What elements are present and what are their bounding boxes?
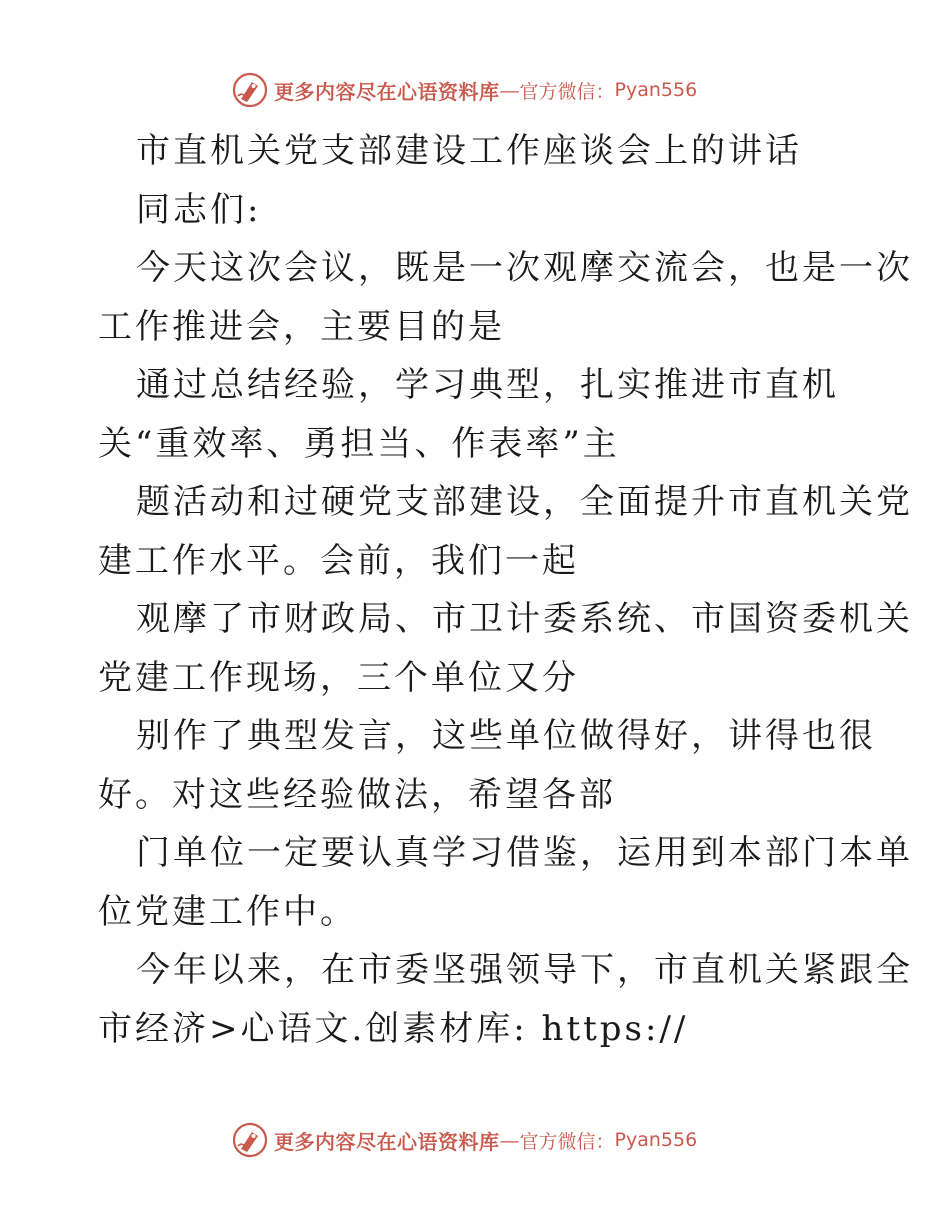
- text-line: 市经济>心语文.创素材库: https://: [98, 1008, 689, 1049]
- pen-nib-logo-icon: [232, 72, 268, 108]
- text-line: 同志们:: [136, 189, 262, 230]
- footer-banner-text: 更多内容尽在心语资料库: [274, 1129, 500, 1154]
- document-body: [98, 122, 913, 1058]
- text-line: 好。对这些经验做法，希望各部: [98, 774, 616, 815]
- header-banner-separator: —: [499, 78, 520, 102]
- footer-contact-label: 官方微信：: [519, 1130, 615, 1153]
- text-line: 观摩了市财政局、市卫计委系统、市国资委机关: [136, 599, 913, 639]
- header-banner: [232, 70, 697, 110]
- text-line: 关“重效率、勇担当、作表率”主: [98, 423, 620, 464]
- header-contact-label: 官方微信：: [519, 80, 615, 103]
- text-line: 题活动和过硬党支部建设，全面提升市直机关党: [136, 482, 913, 522]
- text-line: 位党建工作中。: [98, 891, 357, 932]
- footer-banner-separator: —: [499, 1128, 520, 1152]
- text-line: 别作了典型发言，这些单位做得好，讲得也很: [136, 716, 876, 756]
- document-title: 市直机关党支部建设工作座谈会上的讲话: [136, 131, 802, 171]
- text-line: 今年以来，在市委坚强领导下，市直机关紧跟全: [136, 950, 913, 990]
- text-line: 建工作水平。会前，我们一起: [98, 540, 579, 581]
- header-banner-text: 更多内容尽在心语资料库: [274, 79, 500, 104]
- text-line: 门单位一定要认真学习借鉴，运用到本部门本单: [136, 833, 913, 873]
- text-line: 工作推进会，主要目的是: [98, 306, 505, 347]
- footer-contact-id: Pyan556: [614, 1129, 698, 1151]
- text-line: 党建工作现场，三个单位又分: [98, 657, 579, 698]
- footer-banner: [232, 1120, 697, 1160]
- header-contact-id: Pyan556: [614, 79, 698, 101]
- text-line: 今天这次会议，既是一次观摩交流会，也是一次: [136, 248, 913, 288]
- pen-nib-logo-icon: [232, 1122, 268, 1158]
- text-line: 通过总结经验，学习典型，扎实推进市直机: [136, 365, 839, 405]
